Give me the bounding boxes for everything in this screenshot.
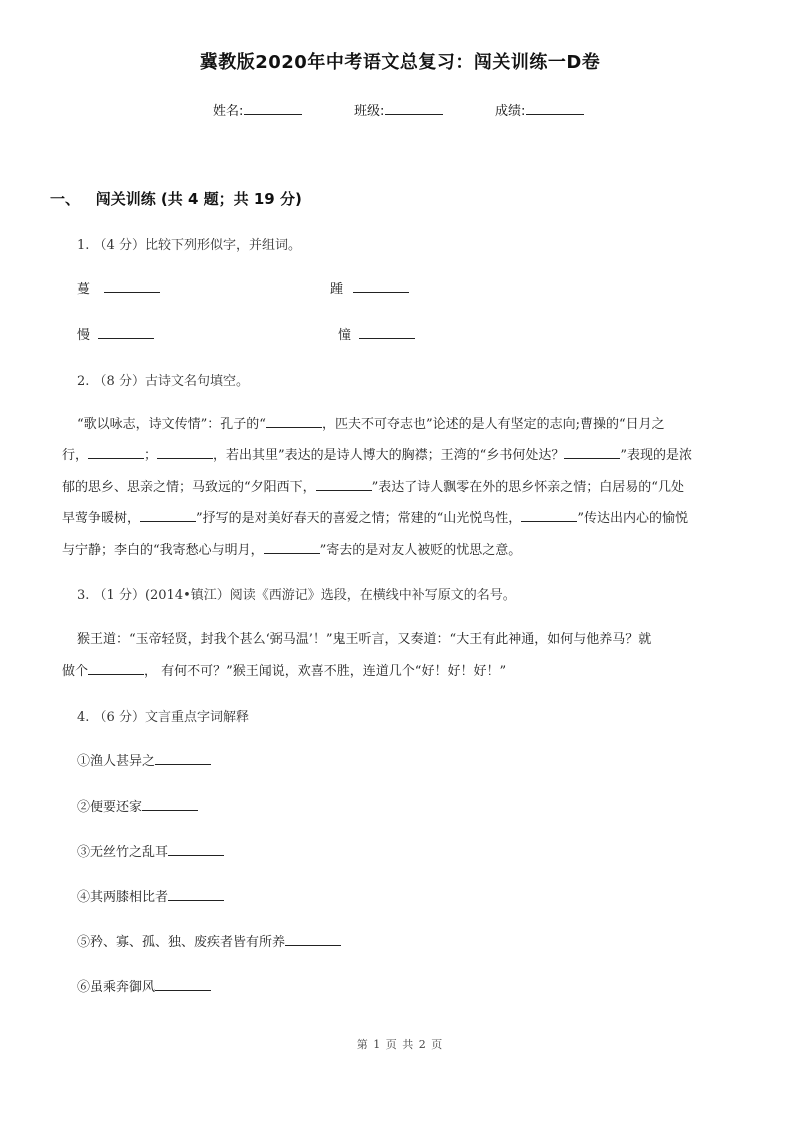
q2-text: ”表达了诗人飘零在外的思乡怀亲之情；白居易的“几处 xyxy=(371,480,684,495)
q4-item xyxy=(77,976,211,995)
q2-answer-blank[interactable] xyxy=(266,426,322,428)
q2-line xyxy=(62,444,692,463)
question-1-stem: 1. （4 分）比较下列形似字，并组词。 xyxy=(77,238,301,253)
q2-answer-blank[interactable] xyxy=(88,457,144,459)
q2-line xyxy=(77,413,665,432)
q4-answer-blank[interactable] xyxy=(168,854,224,856)
q4-answer-blank[interactable] xyxy=(155,763,211,765)
q4-answer-blank[interactable] xyxy=(285,944,341,946)
q3-line xyxy=(62,660,506,679)
class-label: 班级: xyxy=(354,104,385,119)
q4-item xyxy=(77,886,224,905)
score-field[interactable] xyxy=(495,100,584,119)
document-title: 冀教版2020年中考语文总复习：闯关训练一D卷 xyxy=(199,52,601,73)
q3-line: 猴王道：“玉帝轻贤，封我个甚么‘弼马温’！”鬼王听言，又奏道：“大王有此神通，如何与他养马？就 xyxy=(77,632,652,647)
q3-text: 做个 xyxy=(62,664,89,679)
q2-text: ”传达出内心的愉悦 xyxy=(577,511,688,526)
q2-text: 郁的思乡、思亲之情；马致远的“夕阳西下， xyxy=(62,480,316,495)
q1-answer-blank[interactable] xyxy=(353,291,409,293)
q2-line xyxy=(62,539,521,558)
q2-text: ，若出其里”表达的是诗人博大的胸襟；王湾的“乡书何处达？ xyxy=(213,448,565,463)
name-field[interactable] xyxy=(213,100,302,119)
score-blank[interactable] xyxy=(526,113,584,115)
q4-answer-blank[interactable] xyxy=(155,989,211,991)
q4-item-text: ①渔人甚异之 xyxy=(77,754,156,769)
q1-answer-blank[interactable] xyxy=(98,337,154,339)
q2-answer-blank[interactable] xyxy=(564,457,620,459)
section-heading xyxy=(50,188,302,209)
name-label: 姓名: xyxy=(213,104,244,119)
q4-answer-blank[interactable] xyxy=(168,899,224,901)
page-footer: 第 1 页 共 2 页 xyxy=(356,1038,444,1051)
q3-answer-blank[interactable] xyxy=(88,673,144,675)
q1-char: 憧 xyxy=(338,328,352,343)
q2-text: ”寄去的是对友人被贬的忧思之意。 xyxy=(319,543,522,558)
q3-text: ， 有何不可？”猴王闻说，欢喜不胜，连道几个“好！好！好！” xyxy=(144,664,507,679)
q1-char: 蔓 xyxy=(77,282,91,297)
q4-answer-blank[interactable] xyxy=(142,809,198,811)
q2-answer-blank[interactable] xyxy=(157,457,213,459)
q2-text: ”抒写的是对美好春天的喜爱之情；常建的“山光悦鸟性， xyxy=(196,511,522,526)
q4-item-text: ④其两膝相比者 xyxy=(77,890,169,905)
name-blank[interactable] xyxy=(244,113,302,115)
q2-line xyxy=(62,476,684,495)
q4-item xyxy=(77,841,224,860)
q2-answer-blank[interactable] xyxy=(316,489,372,491)
q1-answer-blank[interactable] xyxy=(104,291,160,293)
q4-item xyxy=(77,931,341,950)
q2-text: 与宁静；李白的“我寄愁心与明月， xyxy=(62,543,264,558)
q2-text: ，匹夫不可夺志也”论述的是人有坚定的志向;曹操的“日月之 xyxy=(321,417,665,432)
q4-item-text: ⑤矜、寡、孤、独、废疾者皆有所养 xyxy=(77,935,286,950)
q1-answer-blank[interactable] xyxy=(359,337,415,339)
question-4-stem: 4. （6 分）文言重点字词解释 xyxy=(77,710,249,725)
q2-answer-blank[interactable] xyxy=(521,520,577,522)
q2-text: “歌以咏志，诗文传情”：孔子的“ xyxy=(77,417,266,432)
q4-item-text: ②便要还家 xyxy=(77,800,143,815)
q2-text: ； xyxy=(144,448,158,463)
q1-char: 踵 xyxy=(330,282,344,297)
section-number: 一、 xyxy=(50,190,81,208)
q1-char: 慢 xyxy=(77,328,91,343)
q4-item-text: ③无丝竹之乱耳 xyxy=(77,845,169,860)
question-2-stem: 2. （8 分）古诗文名句填空。 xyxy=(77,374,249,389)
q2-answer-blank[interactable] xyxy=(140,520,196,522)
q4-item xyxy=(77,750,211,769)
section-title: 闯关训练 (共 4 题；共 19 分) xyxy=(95,190,302,208)
q4-item-text: ⑥虽乘奔御风 xyxy=(77,980,156,995)
score-label: 成绩: xyxy=(495,104,526,119)
q1-item-2 xyxy=(330,278,409,297)
q1-item-3 xyxy=(77,324,154,343)
q1-item-4 xyxy=(338,324,415,343)
q2-line xyxy=(62,507,688,526)
q2-text: 早莺争暖树， xyxy=(62,511,141,526)
question-3-stem: 3. （1 分）(2014•镇江）阅读《西游记》选段，在横线中补写原文的名号。 xyxy=(77,588,516,603)
q4-item xyxy=(77,796,198,815)
q2-text: 行， xyxy=(62,448,89,463)
q2-text: ”表现的是浓 xyxy=(620,448,692,463)
class-field[interactable] xyxy=(354,100,443,119)
q2-answer-blank[interactable] xyxy=(264,552,320,554)
q1-item-1 xyxy=(77,278,160,297)
class-blank[interactable] xyxy=(385,113,443,115)
